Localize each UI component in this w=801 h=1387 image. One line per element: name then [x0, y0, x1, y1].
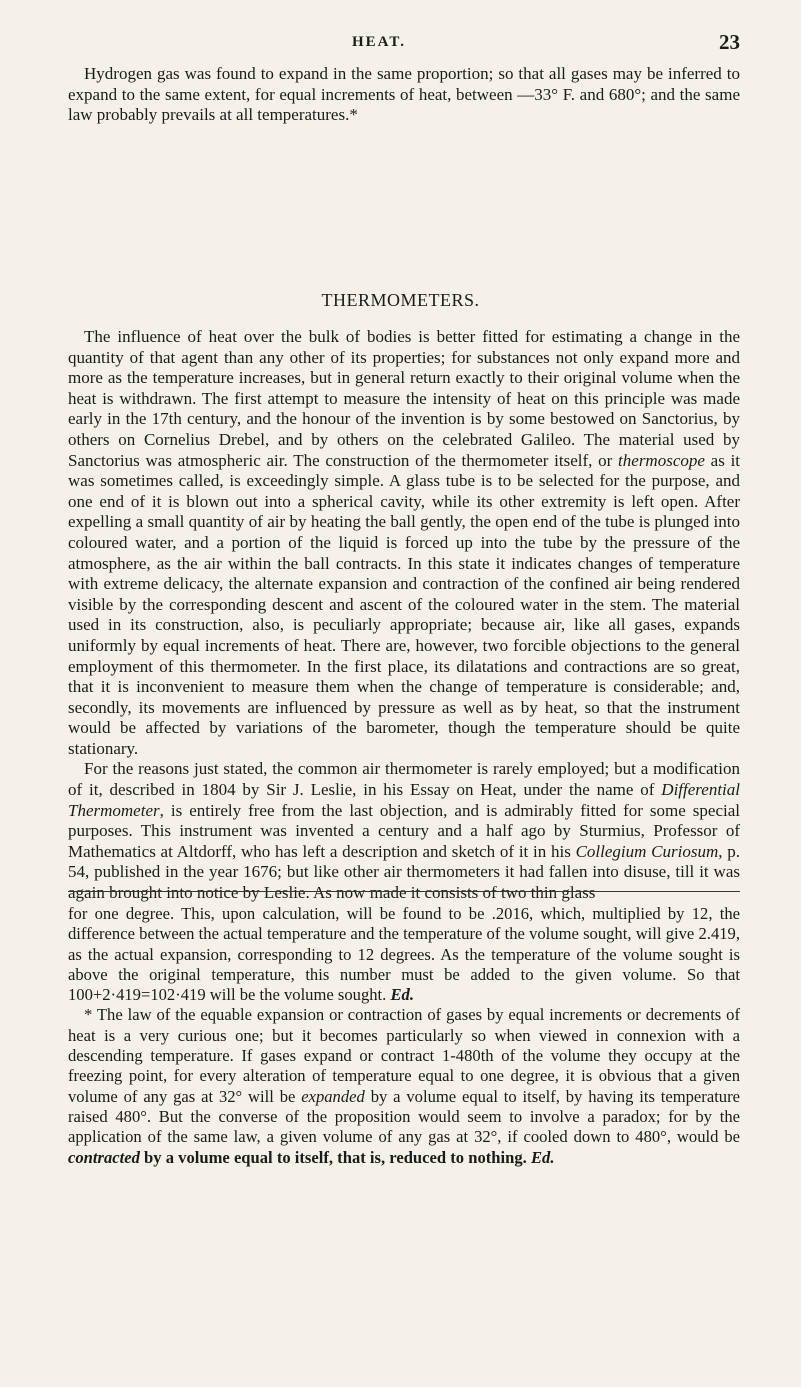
page-header — [0, 30, 801, 60]
footnote-asterisk-part-a: * The law of the equable expansion or contraction of gases by equal increments or decrements of heat is a very curious one; but it becomes particularly so when viewed in connexion with a descending temperature. If gases expand or contract 1-480th of the volume they occupy at the freezing point, for every alteration of temperature equal to one degree, it is obvious that a given volume of any gas at 32° will be — [68, 1005, 740, 1106]
intro-text: Hydrogen gas was found to expand in the same proportion; so that all gases may be inferred to expand to the same extent, for equal increments of heat, between —33° F. and 680°; and the same law probably prevails at all temperatures.* — [68, 64, 740, 125]
page-number: 23 — [719, 30, 740, 54]
footnote-asterisk-signature: Ed. — [530, 1147, 555, 1167]
paragraph-1-italic: thermoscope — [618, 450, 705, 470]
footnote-continued — [68, 904, 740, 1005]
paragraph-1-part-a: The influence of heat over the bulk of bodies is better fitted for estimating a change in the quantity of that agent than any other of its properties; for substances not only expand more and more as the temperature increases, but in general return exactly to their original volume when the heat is withdrawn. The first attempt to measure the intensity of heat on this principle was made early in the 17th century, and the honour of the invention is by some bestowed on Sanctorius, by others on Cornelius Drebel, and by others on the celebrated Galileo. The material used by Sanctorius was atmospheric air. The construction of the thermometer itself, or — [68, 327, 740, 470]
paragraph-2-part-c: , p. 54, published in the year 1676; but like other air thermometers it had fallen into disuse, till it was again brought into notice by Leslie. As now made it consists of two thin glass — [68, 841, 740, 903]
paragraph-2-part-b: , is entirely free from the last objection, and is admirably fitted for some special purposes. This instrument was invented a century and a half ago by Sturmius, Professor of Mathematics at Altdorff, who has left a description and sketch of it in his — [68, 800, 740, 861]
footnote-asterisk-part-b: by a volume equal to itself, by having its temperature raised 480°. But the converse of the proposition would seem to involve a paradox; for by the application of the same law, a given volume of any gas at 32°, if cooled down to 480°, would be — [68, 1086, 740, 1147]
footnote-continued-signature: Ed. — [390, 985, 414, 1005]
footnote-asterisk-italic-1: expanded — [301, 1086, 365, 1106]
footnotes — [68, 904, 740, 1168]
footnote-divider — [68, 891, 740, 892]
footnote-continued-text: for one degree. This, upon calculation, will be found to be .2016, which, multiplied by 12, the difference between the actual temperature and the temperature of the volume sought, will give 2.419, as the actual expansion, corresponding to 12 degrees. As the temperature of the volume sought is above the original temperature, this number must be added to the given volume. So that 100+2·419=102·419 will be the volume sought. — [68, 904, 740, 1005]
running-title: HEAT. — [352, 34, 407, 50]
paragraph-2 — [68, 759, 740, 903]
footnote-asterisk — [68, 1005, 740, 1167]
paragraph-2-italic-2: Collegium Curiosum — [575, 841, 719, 861]
paragraph-1 — [68, 327, 740, 759]
footnote-asterisk-italic-2: contracted — [68, 1147, 140, 1167]
main-text — [68, 327, 740, 904]
section-heading: THERMOMETERS. — [321, 290, 480, 310]
paragraph-2-part-a: For the reasons just stated, the common air thermometer is rarely employed; but a modification of it, described in 1804 by Sir J. Leslie, in his Essay on Heat, under the name of — [68, 759, 740, 800]
paragraph-2-italic-1: Differential Thermometer — [68, 780, 740, 820]
footnote-asterisk-part-c: by a volume equal to itself, that is, reduced to nothing. — [139, 1147, 531, 1167]
intro-paragraph — [68, 64, 740, 126]
paragraph-1-part-b: as it was sometimes called, is exceedingly simple. A glass tube is to be selected for the purpose, and one end of it is blown out into a spherical cavity, while its other extremity is left open. After expelling a small quantity of air by heating the ball gently, the open end of the tube is plunged into coloured water, and a portion of the liquid is forced up into the tube by the pressure of the atmosphere, as the air within the ball contracts. In this state it indicates changes of temperature with extreme delicacy, the alternate expansion and contraction of the confined air being rendered visible by the corresponding descent and ascent of the coloured water in the stem. The material used in its construction, also, is peculiarly appropriate; because air, like all gases, expands uniformly by equal increments of heat. There are, however, two forcible objections to the general employment of this thermometer. In the first place, its dilatations and contractions are so great, that it is inconvenient to measure them when the change of temperature is considerable; and, secondly, its movements are influenced by pressure as well as by heat, so that the instrument would be affected by variations of the barometer, though the temperature should be quite stationary. — [68, 450, 741, 758]
